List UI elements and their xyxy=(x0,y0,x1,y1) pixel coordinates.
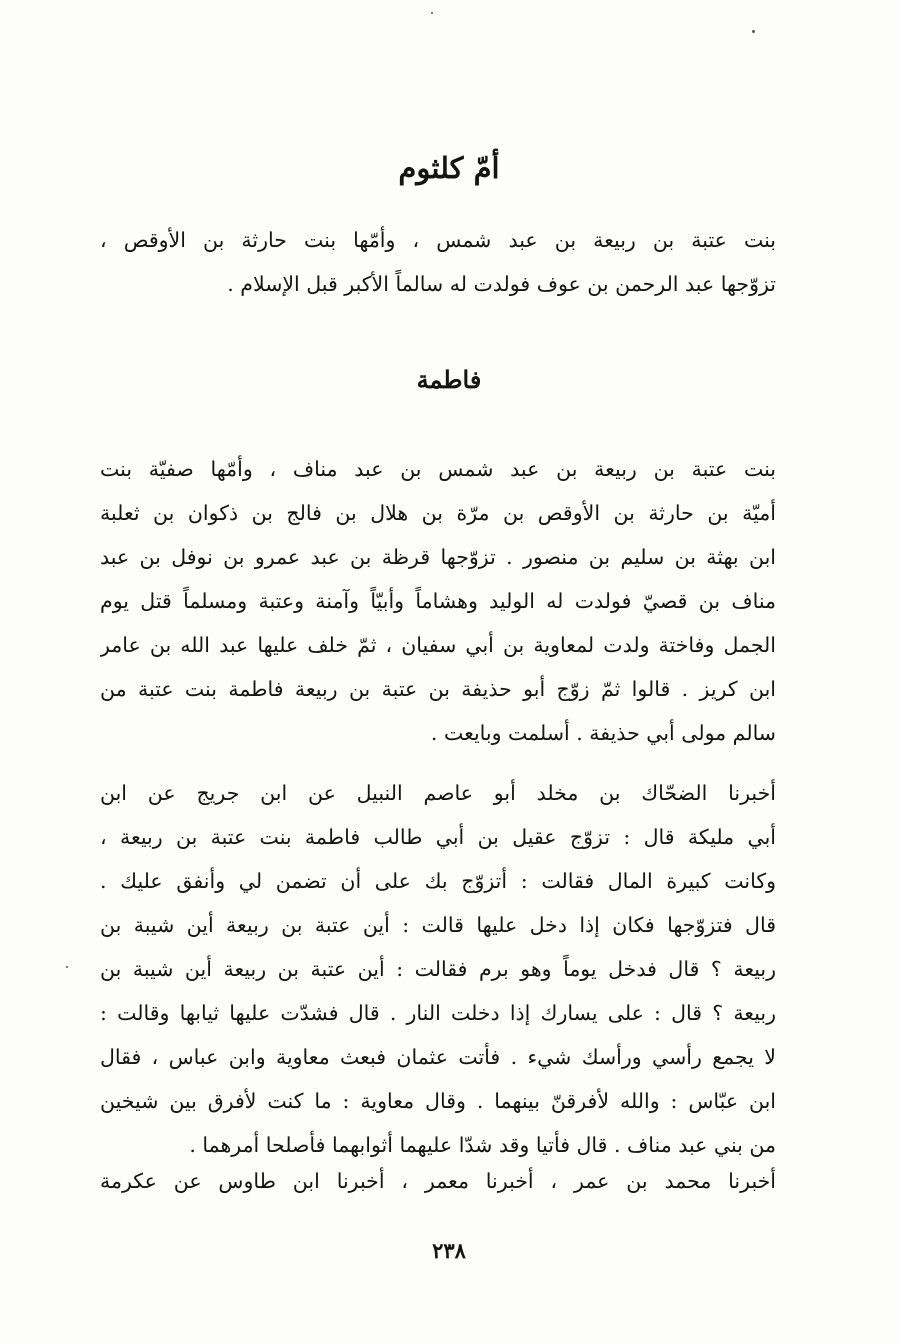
text-line: سالم مولى أبي حذيفة . أسلمت وبايعت . xyxy=(430,721,776,745)
text-line: ربيعة ؟ قال فدخل يوماً وهو برم فقالت : أين عتبة بن ربيعة أين شيبة بن xyxy=(100,957,776,981)
paper-speck xyxy=(431,12,433,14)
text-line: بنت عتبة بن ربيعة بن عبد شمس بن عبد مناف ، وأمّها صفيّة بنت xyxy=(100,457,776,481)
fatima-paragraph-3 xyxy=(100,1159,776,1203)
text-line: أخبرنا محمد بن عمر ، أخبرنا معمر ، أخبرنا ابن طاوس عن عكرمة xyxy=(100,1169,776,1193)
text-line: ابن بهثة بن سليم بن منصور . تزوّجها قرظة بن عبد عمرو بن نوفل بن عبد xyxy=(100,545,776,569)
text-line: أبي مليكة قال : تزوّج عقيل بن أبي طالب فاطمة بنت عتبة بن ربيعة ، xyxy=(100,825,776,849)
text-line: ربيعة ؟ قال : على يسارك إذا دخلت النار . قال فشدّت عليها ثيابها وقالت : xyxy=(100,1001,776,1025)
text-line: الجمل وفاختة ولدت لمعاوية بن أبي سفيان ، ثمّ خلف عليها عبد الله بن عامر xyxy=(100,633,776,657)
text-line: ابن عبّاس : والله لأفرقنّ بينهما . وقال معاوية : ما كنت لأفرق بين شيخين xyxy=(100,1089,776,1113)
text-line: أميّة بن حارثة بن الأوقص بن مرّة بن هلال بن فالج بن ذكوان بن ثعلبة xyxy=(100,501,776,525)
text-line: بنت عتبة بن ربيعة بن عبد شمس ، وأمّها بنت حارثة بن الأوقص ، xyxy=(100,228,776,252)
text-line: وكانت كبيرة المال فقالت : أتزوّج بك على أن تضمن لي وأنفق عليك . xyxy=(100,869,776,893)
fatima-paragraph-2 xyxy=(100,771,776,1167)
text-line: تزوّجها عبد الرحمن بن عوف فولدت له سالماً الأكبر قبل الإسلام . xyxy=(227,272,776,296)
text-line: أخبرنا الضحّاك بن مخلد أبو عاصم النبيل عن ابن جريج عن ابن xyxy=(100,781,776,805)
text-line: لا يجمع رأسي ورأسك شيء . فأتت عثمان فبعث معاوية وابن عباس ، فقال xyxy=(100,1045,776,1069)
text-line: ابن كريز . قالوا ثمّ زوّج أبو حذيفة بن عتبة بن ربيعة فاطمة بنت عتبة من xyxy=(100,677,776,701)
text-line: من بني عبد مناف . قال فأتيا وقد شدّا عليهما أثوابهما فأصلحا أمرهما . xyxy=(189,1133,776,1157)
paper-speck xyxy=(752,30,755,33)
fatima-paragraph-1 xyxy=(100,447,776,755)
text-line: مناف بن قصيّ فولدت له الوليد وهشاماً وأبيّاً وآمنة وعتبة ومسلماً قتل يوم xyxy=(100,589,776,613)
section-heading-fatima: فاطمة xyxy=(416,365,482,394)
page-number: ٢٣٨ xyxy=(432,1238,466,1263)
umm-kulthum-paragraph xyxy=(100,218,776,306)
paper-speck xyxy=(66,966,68,968)
section-heading-umm-kulthum: أمّ كلثوم xyxy=(398,151,500,185)
text-line: قال فتزوّجها فكان إذا دخل عليها قالت : أين عتبة بن ربيعة أين شيبة بن xyxy=(100,913,776,937)
